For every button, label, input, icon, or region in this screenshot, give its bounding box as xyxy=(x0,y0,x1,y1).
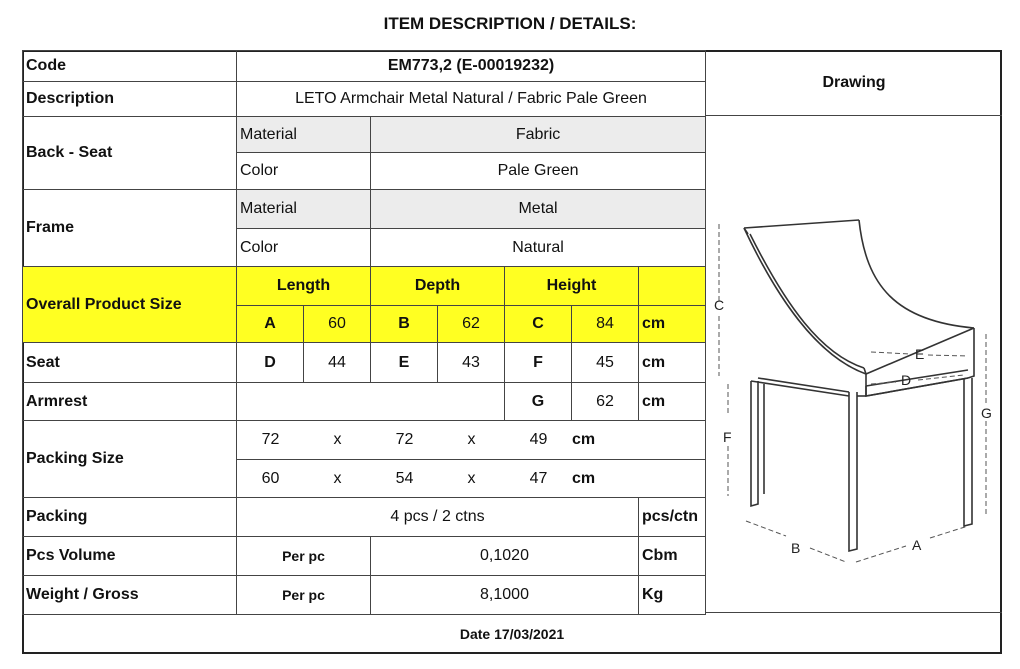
dim-b-value: 62 xyxy=(438,306,505,343)
seat-label: Seat xyxy=(23,343,237,383)
volume-unit: Cbm xyxy=(639,537,706,576)
dim-line-e xyxy=(871,352,911,354)
packing-size-label: Packing Size xyxy=(23,421,237,498)
weight-label: Weight / Gross xyxy=(23,576,237,615)
chair-leg-front-right xyxy=(964,378,972,526)
back-seat-material: Fabric xyxy=(371,117,706,153)
drawing-header: Drawing xyxy=(705,50,1002,116)
depth-label: Depth xyxy=(371,267,505,306)
drawing-panel xyxy=(705,116,1002,613)
dim-f-value: 45 xyxy=(572,343,639,383)
overall-size-label: Overall Product Size xyxy=(23,267,237,343)
pack1-x2: x xyxy=(467,431,476,448)
drawing-letter-b: B xyxy=(791,540,801,556)
drawing-letter-g: G xyxy=(981,405,992,421)
dim-b-letter: B xyxy=(371,306,438,343)
description-value: LETO Armchair Metal Natural / Fabric Pale Green xyxy=(237,82,706,117)
pack1-length: 72 xyxy=(261,431,280,448)
date-footer: Date 17/03/2021 xyxy=(459,625,565,642)
page-title: ITEM DESCRIPTION / DETAILS: xyxy=(383,14,637,33)
dim-c-letter: C xyxy=(505,306,572,343)
weight-value: 8,1000 xyxy=(371,576,639,615)
code-label: Code xyxy=(23,51,237,82)
drawing-letter-d: D xyxy=(901,372,912,388)
back-seat-color-label: Color xyxy=(237,153,371,190)
chair-back-curve xyxy=(744,228,974,374)
chair-leg-rear-left xyxy=(751,381,758,506)
dim-g-value: 62 xyxy=(572,383,639,421)
overall-empty-cell xyxy=(639,267,706,306)
overall-unit: cm xyxy=(639,306,706,343)
frame-material: Metal xyxy=(371,190,706,229)
pack1-x1: x xyxy=(333,431,342,448)
back-seat-label: Back - Seat xyxy=(23,117,237,190)
spec-table xyxy=(22,50,706,615)
frame-label: Frame xyxy=(23,190,237,267)
pack2-x2: x xyxy=(467,469,476,487)
armrest-unit: cm xyxy=(639,383,706,421)
frame-color: Natural xyxy=(371,229,706,267)
weight-per: Per pc xyxy=(237,576,371,615)
description-label: Description xyxy=(23,82,237,117)
back-seat-color: Pale Green xyxy=(371,153,706,190)
frame-material-label: Material xyxy=(237,190,371,229)
packing-value: 4 pcs / 2 ctns xyxy=(237,498,639,537)
packing-unit: pcs/ctn xyxy=(639,498,706,537)
dim-a-value: 60 xyxy=(304,306,371,343)
packing-size-row-2 xyxy=(237,460,706,498)
dim-a-letter: A xyxy=(237,306,304,343)
pack2-unit: cm xyxy=(572,469,596,487)
drawing-letter-e: E xyxy=(915,346,925,362)
packing-label: Packing xyxy=(23,498,237,537)
pack2-width: 54 xyxy=(395,469,414,487)
dim-e-letter: E xyxy=(371,343,438,383)
length-label: Length xyxy=(237,267,371,306)
code-value: EM773,2 (E-00019232) xyxy=(237,51,706,82)
back-seat-material-label: Material xyxy=(237,117,371,153)
dim-d-letter: D xyxy=(237,343,304,383)
pack1-unit: cm xyxy=(572,431,596,448)
dim-e-value: 43 xyxy=(438,343,505,383)
dim-line-b xyxy=(746,521,786,536)
volume-value: 0,1020 xyxy=(371,537,639,576)
dim-d-value: 44 xyxy=(304,343,371,383)
pack2-height: 47 xyxy=(529,469,548,487)
chair-leg-front-left xyxy=(849,392,857,551)
drawing-letter-a: A xyxy=(912,537,922,553)
frame-color-label: Color xyxy=(237,229,371,267)
dim-line-a xyxy=(856,546,906,562)
drawing-letter-f: F xyxy=(723,429,732,445)
armrest-empty-cell xyxy=(237,383,505,421)
pack2-length: 60 xyxy=(261,469,280,487)
pack1-width: 72 xyxy=(395,431,414,448)
drawing-letter-c: C xyxy=(714,297,725,313)
armrest-label: Armrest xyxy=(23,383,237,421)
packing-size-row-1 xyxy=(237,421,706,460)
pack2-x1: x xyxy=(333,469,342,487)
dim-g-letter: G xyxy=(505,383,572,421)
seat-unit: cm xyxy=(639,343,706,383)
volume-label: Pcs Volume xyxy=(23,537,237,576)
volume-per: Per pc xyxy=(237,537,371,576)
chair-drawing xyxy=(706,116,1003,613)
chair-back-top xyxy=(744,220,859,228)
pack1-height: 49 xyxy=(529,431,548,448)
dim-c-value: 84 xyxy=(572,306,639,343)
height-label: Height xyxy=(505,267,639,306)
weight-unit: Kg xyxy=(639,576,706,615)
dim-f-letter: F xyxy=(505,343,572,383)
